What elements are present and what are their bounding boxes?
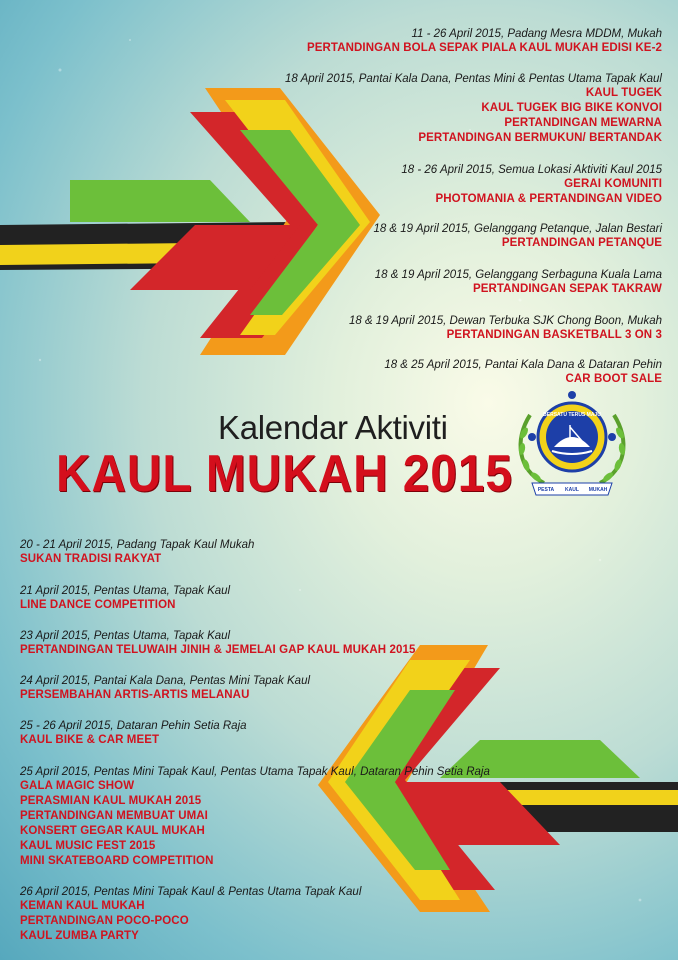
event-activity: GALA MAGIC SHOW: [20, 780, 135, 792]
event-date-venue: 21 April 2015, Pentas Utama, Tapak Kaul: [20, 585, 231, 597]
event-activity: PERTANDINGAN BASKETBALL 3 ON 3: [446, 329, 662, 341]
logo-ribbon-center: KAUL: [565, 487, 579, 493]
event-date-venue: 23 April 2015, Pentas Utama, Tapak Kaul: [20, 630, 231, 642]
event-date-venue: 18 & 19 April 2015, Gelanggang Petanque, Jalan Bestari: [373, 223, 662, 235]
event-activity: PERTANDINGAN MEMBUAT UMAI: [20, 810, 208, 822]
event-block: [373, 222, 662, 251]
event-activity: KAUL TUGEK BIG BIKE KONVOI: [481, 102, 662, 114]
event-activity: KAUL TUGEK: [585, 87, 662, 99]
event-date-venue: 25 - 26 April 2015, Dataran Pehin Setia Raja: [20, 720, 247, 732]
event-block: [285, 72, 662, 146]
event-block: [20, 885, 361, 944]
event-activity: PERTANDINGAN BOLA SEPAK PIALA KAUL MUKAH EDISI KE-2: [306, 42, 662, 54]
event-activity: KAUL ZUMBA PARTY: [20, 930, 139, 942]
event-activity: PERTANDINGAN BERMUKUN/ BERTANDAK: [418, 132, 662, 144]
event-title: KAUL MUKAH 2015: [56, 445, 513, 503]
event-activity: KONSERT GEGAR KAUL MUKAH: [20, 825, 205, 837]
event-activity: PERTANDINGAN TELUWAIH JINIH & JEMELAI GAP KAUL MUKAH 2015: [20, 644, 416, 656]
event-date-venue: 18 & 25 April 2015, Pantai Kala Dana & Dataran Pehin: [384, 359, 662, 371]
event-date-venue: 18 April 2015, Pantai Kala Dana, Pentas Mini & Pentas Utama Tapak Kaul: [285, 73, 662, 85]
event-block: [20, 719, 247, 748]
event-activity: PERTANDINGAN SEPAK TAKRAW: [472, 283, 662, 295]
event-activity: KAUL MUSIC FEST 2015: [20, 840, 156, 852]
event-activity: KAUL BIKE & CAR MEET: [20, 734, 160, 746]
event-date-venue: 20 - 21 April 2015, Padang Tapak Kaul Mukah: [20, 539, 255, 551]
logo-ribbon: [532, 483, 612, 495]
event-date-venue: 24 April 2015, Pantai Kala Dana, Pentas Mini Tapak Kaul: [20, 675, 311, 687]
event-block: [20, 584, 230, 613]
calendar-heading: Kalendar Aktiviti: [218, 409, 448, 446]
event-activity: PERASMIAN KAUL MUKAH 2015: [20, 795, 202, 807]
event-block: [375, 268, 662, 297]
event-activity: GERAI KOMUNITI: [564, 178, 662, 190]
event-activity: PERTANDINGAN MEWARNA: [504, 117, 662, 129]
event-activity: KEMAN KAUL MUKAH: [20, 900, 145, 912]
event-block: [401, 163, 662, 207]
event-block: [20, 674, 310, 703]
kaul-mukah-logo: [512, 385, 632, 505]
event-date-venue: 25 April 2015, Pentas Mini Tapak Kaul, Pentas Utama Tapak Kaul, Dataran Pehin Setia Raja: [20, 766, 490, 778]
logo-ribbon-left: PESTA: [537, 487, 555, 493]
event-block: [349, 314, 662, 343]
event-activity: LINE DANCE COMPETITION: [20, 599, 176, 611]
event-block: [307, 27, 662, 56]
ship-wheel-icon: [528, 391, 616, 471]
event-activity: PHOTOMANIA & PERTANDINGAN VIDEO: [435, 193, 662, 205]
logo-motto: BERSATU TERUS MAJU: [543, 412, 601, 418]
event-activity: SUKAN TRADISI RAKYAT: [20, 553, 162, 565]
event-activity: CAR BOOT SALE: [565, 373, 662, 385]
event-activity: PERSEMBAHAN ARTIS-ARTIS MELANAU: [20, 689, 250, 701]
event-activity: MINI SKATEBOARD COMPETITION: [20, 855, 214, 867]
event-activity: PERTANDINGAN PETANQUE: [501, 237, 662, 249]
event-date-venue: 26 April 2015, Pentas Mini Tapak Kaul & Pentas Utama Tapak Kaul: [20, 886, 362, 898]
logo-ribbon-right: MUKAH: [588, 487, 608, 493]
event-activity: PERTANDINGAN POCO-POCO: [20, 915, 189, 927]
event-block: [20, 765, 490, 869]
event-block: [384, 358, 662, 387]
event-date-venue: 18 & 19 April 2015, Gelanggang Serbaguna Kuala Lama: [374, 269, 662, 281]
event-block: [20, 538, 254, 567]
event-date-venue: 11 - 26 April 2015, Padang Mesra MDDM, Mukah: [411, 28, 662, 40]
event-date-venue: 18 - 26 April 2015, Semua Lokasi Aktiviti Kaul 2015: [401, 164, 662, 176]
event-block: [20, 629, 415, 658]
event-date-venue: 18 & 19 April 2015, Dewan Terbuka SJK Chong Boon, Mukah: [348, 315, 662, 327]
